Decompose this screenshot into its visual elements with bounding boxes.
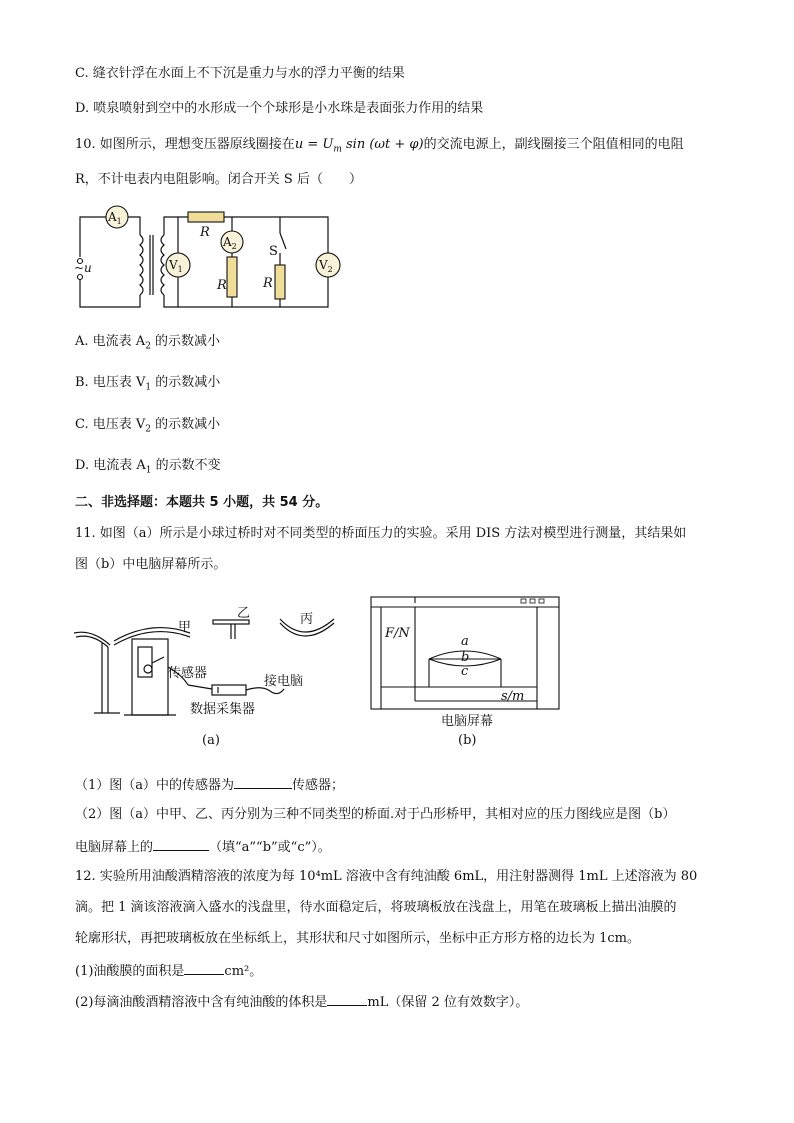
q11-sub1: （1）图（a）中的传感器为 传感器； [75,774,344,796]
q10-stem-part2: 的交流电源上，副线圈接三个阻值相同的电阻 [423,137,684,152]
q11-figure-a [72,605,347,725]
q10-stem-line2: R，不计电表内电阻影响。闭合开关 S 后（ ） [75,172,362,187]
q11-blank2 [153,836,209,851]
bridge-bing-label: 丙 [300,612,314,627]
q12-line2: 滴。把 1 滴该溶液滴入盛水的浅盘里，待水面稳定后，将玻璃板放在浅盘上，用笔在玻璃板上描出油膜的 [75,900,677,915]
resistor-right-label: R [263,276,273,291]
resistor-mid-label: R [217,278,227,293]
q11-blank1 [234,774,292,789]
q9-option-d: D. 喷泉喷射到空中的水形成一个个球形是小水珠是表面张力作用的结果 [75,101,484,116]
meter-v2-label: $V_2$ [319,258,333,274]
q12-blank1 [184,960,224,975]
resistor-top-label: R [200,225,210,240]
q10-formula [294,137,424,155]
curve-c-label: c [461,664,469,679]
q9-option-c: C. 缝衣针浮在水面上不下沉是重力与水的浮力平衡的结果 [75,66,405,81]
graph-ylabel: F/N [385,626,410,641]
q11-stem-line1: 11. 如图（a）所示是小球过桥时对不同类型的桥面压力的实验。采用 DIS 方法对模型进行测量，其结果如 [75,526,687,541]
q11-sub2-line2: 电脑屏幕上的 （填“a”“b”或“c”）。 [75,836,331,858]
q10-formula-rest: sin (ωt + φ) [341,137,424,152]
collector-label: 数据采集器 [190,702,256,717]
sensor-label: 传感器 [168,666,208,681]
q10-option-c: C. 电压表 $V_2$ 的示数减小 [75,417,221,435]
screen-label: 电脑屏幕 [441,714,494,729]
meter-v1-label: $V_1$ [169,258,183,274]
bridge-jia-label: 甲 [178,620,192,635]
q12-line3: 轮廓形状，再把玻璃板放在坐标纸上，其形状和尺寸如图所示，坐标中正方形方格的边长为 1cm。 [75,931,641,946]
q11-stem-line2: 图（b）中电脑屏幕所示。 [75,557,227,572]
q11-sub2-line1: （2）图（a）中甲、乙、丙分别为三种不同类型的桥面.对于凸形桥甲，其相对应的压力图线应是图（b） [75,807,676,822]
curve-b-label: b [461,650,470,665]
q10-formula-main: u = U [294,137,334,152]
q10-stem-part1: 10. 如图所示，理想变压器原线圈接在 [75,137,295,152]
q10-option-d: D. 电流表 $A_1$ 的示数不变 [75,458,221,476]
curve-a-label: a [461,634,469,649]
q10-option-b: B. 电压表 $V_1$ 的示数减小 [75,375,221,393]
figure-a-caption: (a) [202,733,220,748]
q10-option-a: A. 电流表 $A_2$ 的示数减小 [75,334,221,352]
source-label: ~u [74,261,92,275]
section2-heading: 二、非选择题：本题共 5 小题，共 54 分。 [75,495,329,510]
q10-circuit-diagram [72,205,352,317]
q12-sub2: (2)每滴油酸酒精溶液中含有纯油酸的体积是 mL（保留 2 位有效数字）。 [75,991,528,1013]
figure-b-caption: (b) [458,733,477,748]
q11-figure-b [369,595,561,735]
meter-a1-label: $A_1$ [108,210,122,226]
computer-label: 接电脑 [264,674,304,689]
q12-line1: 12. 实验所用油酸酒精溶液的浓度为每 10⁴mL 溶液中含有纯油酸 6mL，用注射器测得 1mL 上述溶液为 80 [75,869,698,884]
graph-xlabel: s/m [501,689,525,704]
q12-blank2 [327,991,367,1006]
bridge-yi-label: 乙 [237,606,251,621]
q10-stem-line1 [75,135,684,160]
meter-a2-label: $A_2$ [223,235,237,251]
q12-sub1: (1)油酸膜的面积是 cm²。 [75,960,262,982]
q10-formula-sub: m [333,144,342,155]
switch-label: S [269,244,278,259]
